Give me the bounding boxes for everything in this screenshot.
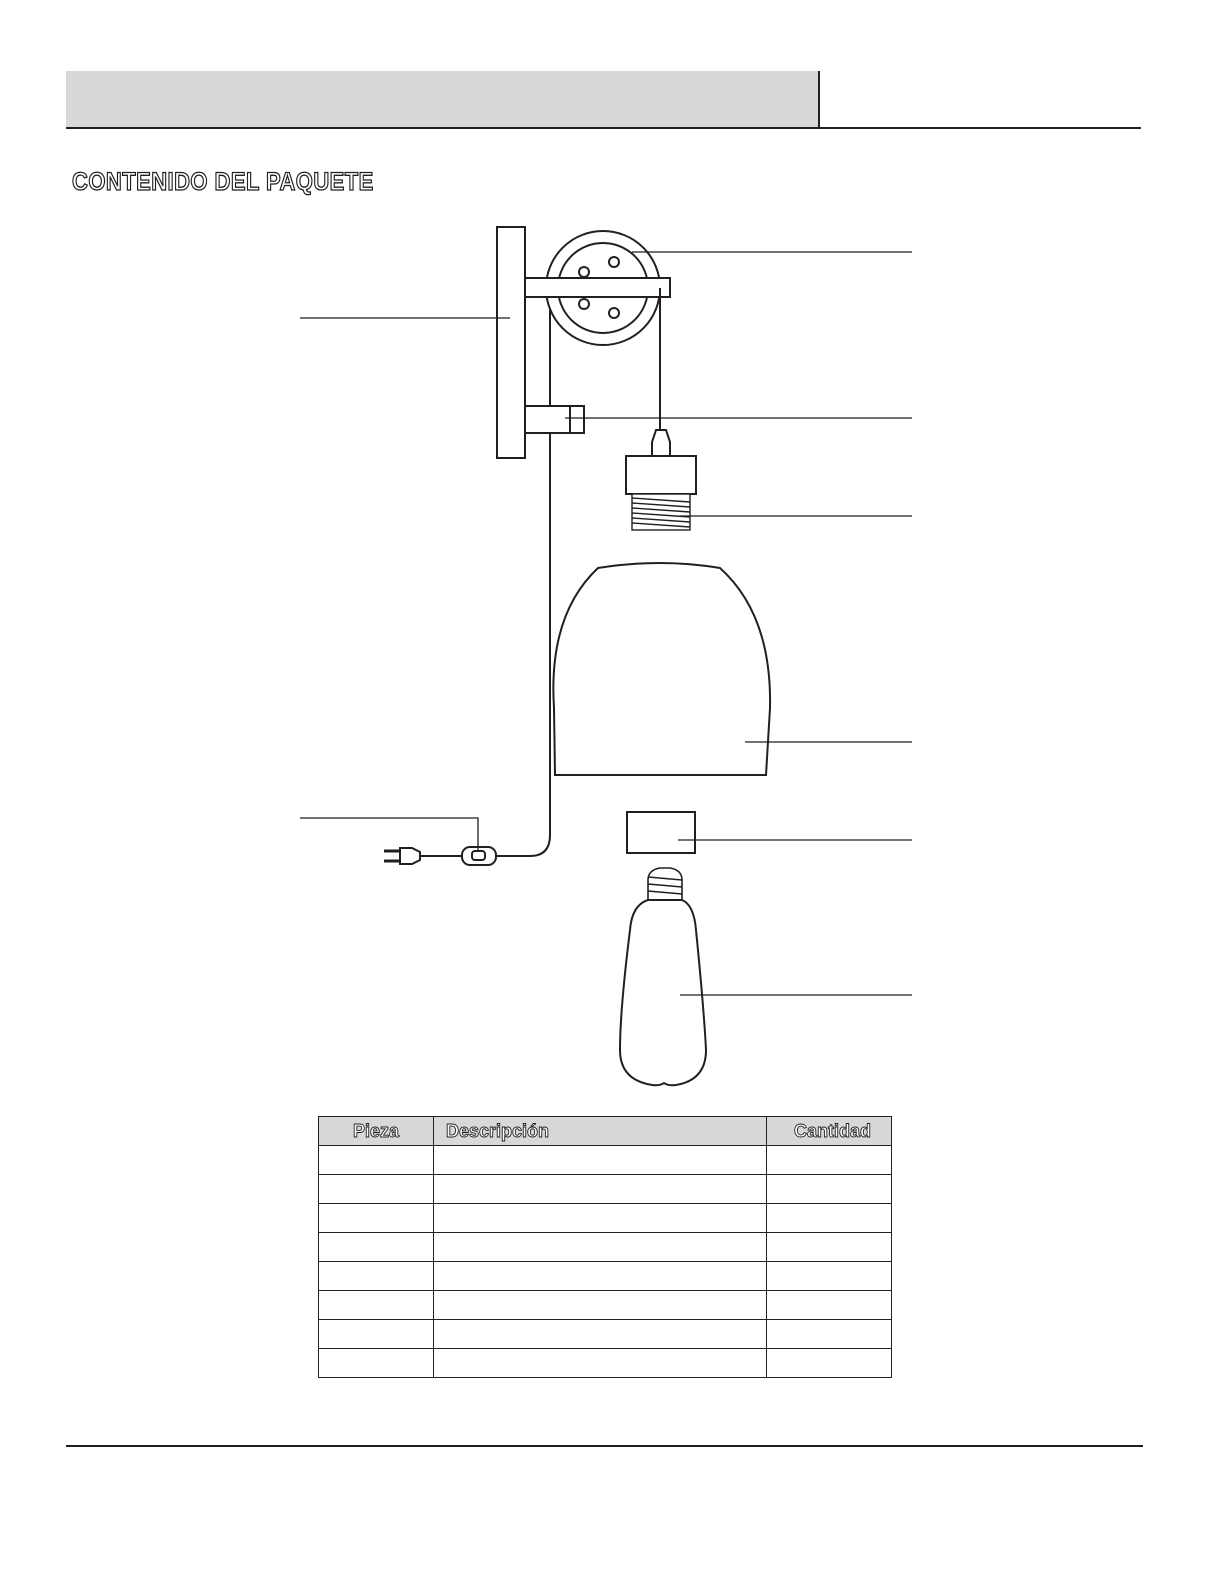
socket-cap [652,430,670,456]
cell-part [319,1233,434,1262]
leader-switch [300,818,478,850]
cell-part [319,1320,434,1349]
cell-description [434,1262,767,1291]
shade-ring [627,812,695,853]
cell-quantity [767,1233,892,1262]
power-plug [384,848,420,864]
cell-part [319,1262,434,1291]
wall-backplate [497,227,525,458]
table-row [319,1146,892,1175]
table-row [319,1262,892,1291]
table-row [319,1204,892,1233]
footer-rule [66,1445,1143,1447]
cell-description [434,1291,767,1320]
light-bulb [620,900,706,1085]
socket-threads [632,494,690,530]
bulb-base [648,868,682,900]
col-header-description: Descripción [434,1117,767,1146]
cell-quantity [767,1146,892,1175]
cord-switch [462,847,496,865]
table-row [319,1233,892,1262]
cell-part [319,1146,434,1175]
table-row [319,1349,892,1378]
cord-bracket [525,406,584,433]
lamp-socket [626,456,696,494]
cell-description [434,1349,767,1378]
lamp-shade [553,563,770,775]
pulley-arm [525,278,670,297]
table-row [319,1320,892,1349]
cell-part [319,1291,434,1320]
col-header-part: Pieza [319,1117,434,1146]
cell-quantity [767,1175,892,1204]
cell-description [434,1320,767,1349]
cell-description [434,1175,767,1204]
cell-description [434,1204,767,1233]
cell-quantity [767,1262,892,1291]
cell-part [319,1204,434,1233]
cell-quantity [767,1349,892,1378]
cell-description [434,1146,767,1175]
parts-table [318,1116,892,1378]
parts-table-header [319,1117,892,1146]
table-row [319,1291,892,1320]
cell-quantity [767,1291,892,1320]
cell-quantity [767,1320,892,1349]
cell-quantity [767,1204,892,1233]
cell-part [319,1349,434,1378]
col-header-quantity: Cantidad [767,1117,892,1146]
cell-part [319,1175,434,1204]
cell-description [434,1233,767,1262]
section-title: CONTENIDO DEL PAQUETE [72,168,374,196]
table-row [319,1175,892,1204]
